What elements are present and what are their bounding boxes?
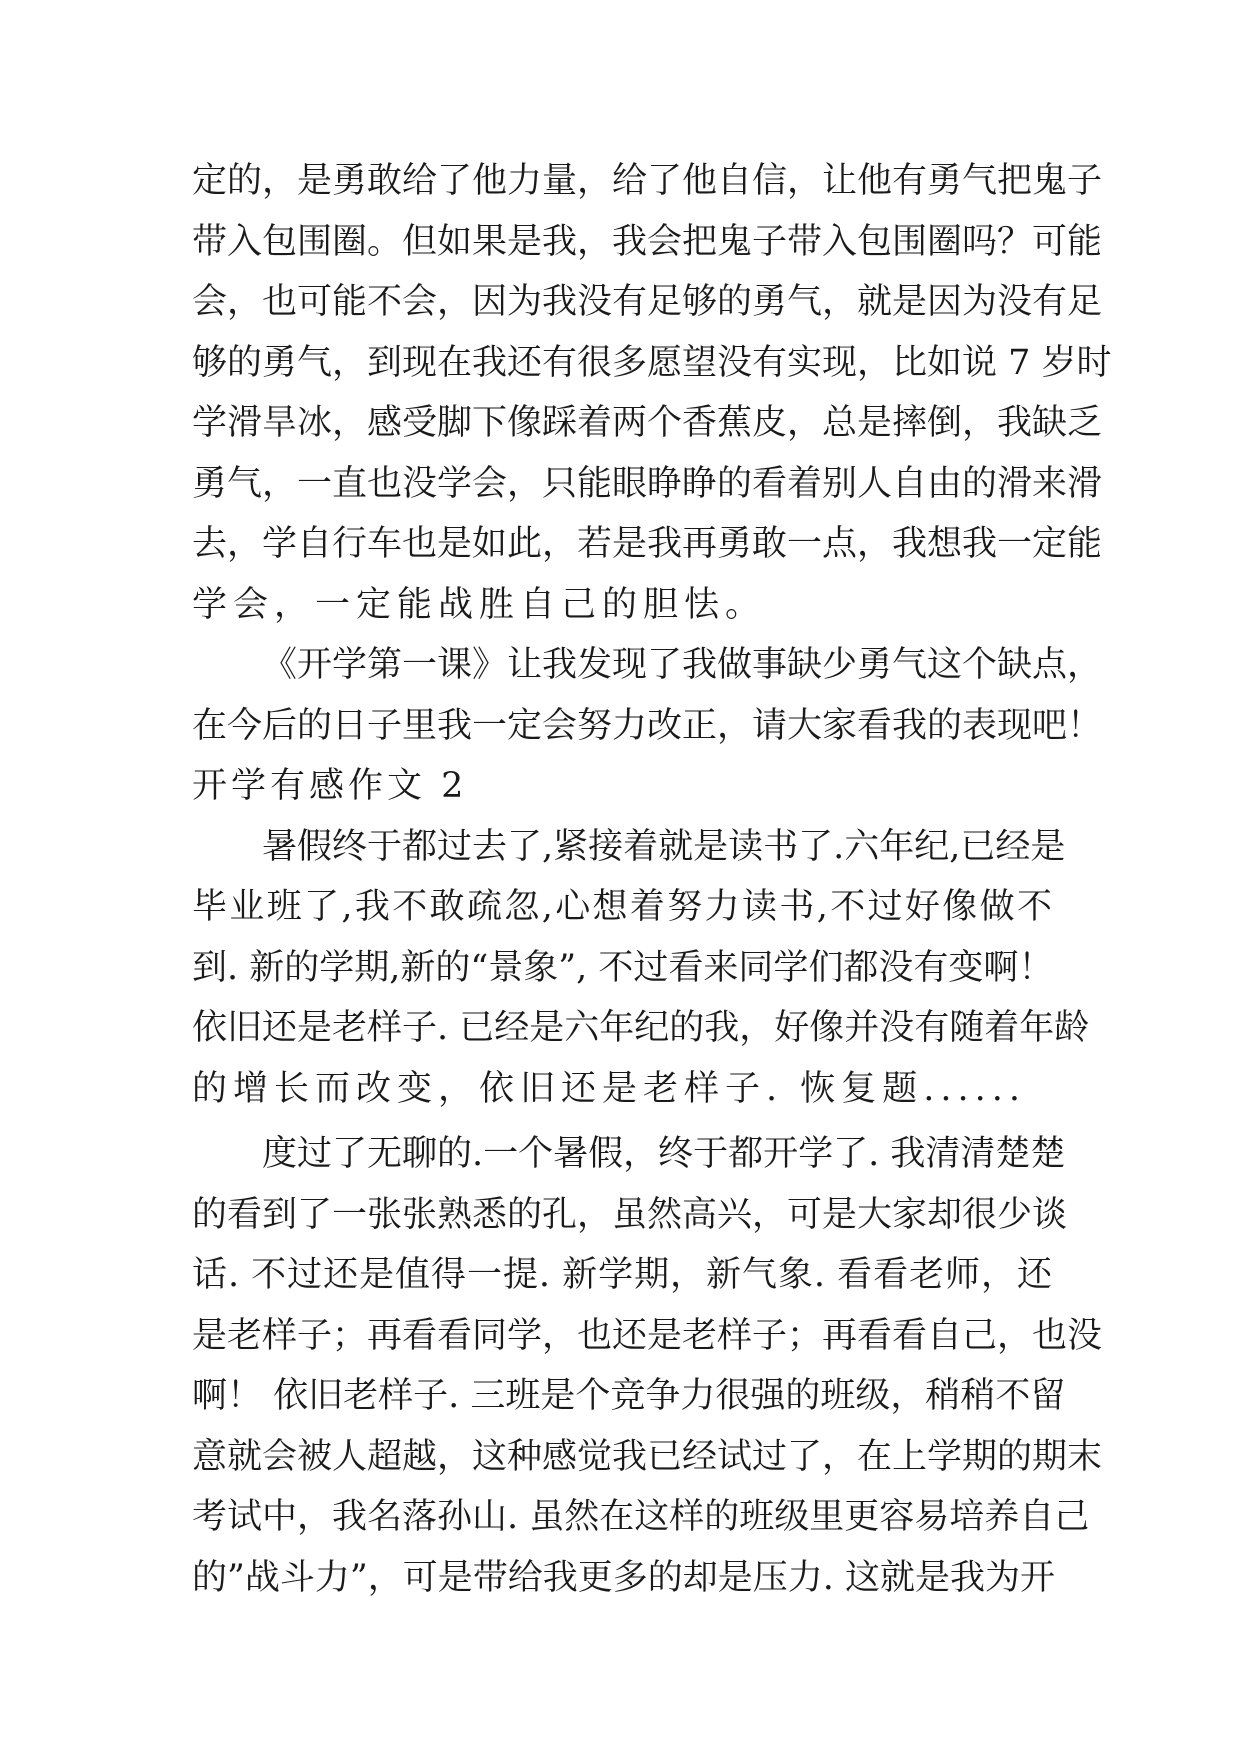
text-line: 话. 不过还是值得一提. 新学期，新气象. 看看老师，还 (192, 1255, 1052, 1295)
text-line: 的”战斗力”，可是带给我更多的却是压力. 这就是我为开 (192, 1558, 1056, 1598)
section-heading: 开学有感作文 2 (192, 766, 468, 806)
text-line: 依旧还是老样子. 已经是六年纪的我，好像并没有随着年龄 (192, 1008, 1090, 1048)
text-line: 的看到了一张张熟悉的孔，虽然高兴，可是大家却很少谈 (192, 1195, 1068, 1235)
text-line: 的增长而改变，依旧还是老样子. 恢复题...... (192, 1069, 1027, 1109)
paragraph-start: 暑假终于都过去了,紧接着就是读书了.六年纪,已经是 (262, 827, 1066, 867)
paragraph-start: 度过了无聊的.一个暑假，终于都开学了. 我清清楚楚 (262, 1134, 1066, 1174)
text-line: 学会，一定能战胜自己的胆怯。 (192, 585, 767, 625)
text-line: 是老样子；再看看同学，也还是老样子；再看看自己，也没 (192, 1316, 1103, 1356)
text-line: 在今后的日子里我一定会努力改正，请大家看我的表现吧！ (192, 706, 1103, 746)
text-line: 考试中，我名落孙山. 虽然在这样的班级里更容易培养自己 (192, 1497, 1090, 1537)
text-line: 啊！ 依旧老样子. 三班是个竞争力很强的班级，稍稍不留 (192, 1376, 1066, 1416)
text-line: 会，也可能不会，因为我没有足够的勇气，就是因为没有足 (192, 282, 1103, 322)
text-line: 意就会被人超越，这种感觉我已经试过了，在上学期的期末 (192, 1437, 1103, 1477)
text-line: 定的，是勇敢给了他力量，给了他自信，让他有勇气把鬼子 (192, 161, 1103, 201)
text-line: 去，学自行车也是如此，若是我再勇敢一点，我想我一定能 (192, 524, 1103, 564)
text-line: 到. 新的学期,新的“景象”, 不过看来同学们都没有变啊！ (192, 948, 1054, 988)
text-line: 毕业班了,我不敢疏忽,心想着努力读书,不过好像做不 (192, 887, 1052, 927)
text-line: 学滑旱冰，感受脚下像踩着两个香蕉皮，总是摔倒，我缺乏 (192, 403, 1103, 443)
text-line: 勇气，一直也没学会，只能眼睁睁的看着别人自由的滑来滑 (192, 464, 1103, 504)
text-line: 带入包围圈。但如果是我，我会把鬼子带入包围圈吗？可能 (192, 222, 1103, 262)
paragraph-start: 《开学第一课》让我发现了我做事缺少勇气这个缺点， (262, 645, 1103, 685)
text-line: 够的勇气，到现在我还有很多愿望没有实现，比如说 7 岁时 (192, 343, 1112, 383)
